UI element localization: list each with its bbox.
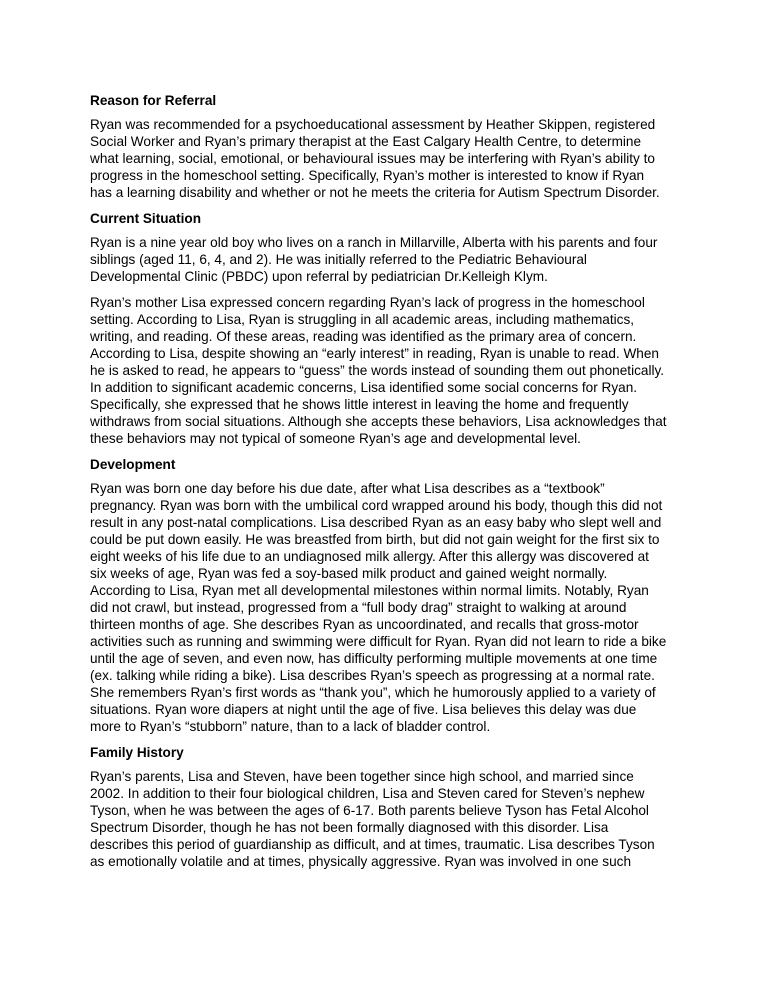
section-heading: Family History: [90, 745, 184, 760]
section-family-history: [90, 744, 688, 870]
paragraph: [90, 480, 688, 735]
text-line: has a learning disability and whether or not he meets the criteria for Autism Spectrum Disorder.: [90, 185, 660, 200]
text-line: pregnancy. Ryan was born with the umbilical cord wrapped around his body, though this did not: [90, 498, 663, 513]
text-line: situations. Ryan wore diapers at night until the age of five. Lisa believes this delay was due: [90, 702, 637, 717]
text-line: more to Ryan’s “stubborn” nature, than to a lack of bladder control.: [90, 719, 491, 734]
text-line: until the age of seven, and even now, has difficulty performing multiple movements at one time: [90, 651, 658, 666]
section-heading: Reason for Referral: [90, 93, 217, 108]
text-line: Ryan’s mother Lisa expressed concern regarding Ryan’s lack of progress in the homeschool: [90, 295, 645, 310]
text-line: eight weeks of his life due to an undiagnosed milk allergy. After this allergy was discovered at: [90, 549, 649, 564]
text-line: (ex. talking while riding a bike). Lisa describes Ryan’s speech as progressing at a normal rate.: [90, 668, 655, 683]
section-current-situation: [90, 210, 688, 447]
text-line: describes this period of guardianship as difficult, and at times, traumatic. Lisa describes Tyson: [90, 837, 655, 852]
text-line: he is asked to read, he appears to “guess” the words instead of sounding them out phonetically.: [90, 363, 665, 378]
text-line: what learning, social, emotional, or behavioural issues may be interfering with Ryan’s ability to: [90, 151, 655, 166]
text-line: these behaviors may not typical of someone Ryan’s age and developmental level.: [90, 431, 581, 446]
text-line: Ryan is a nine year old boy who lives on a ranch in Millarville, Alberta with his parents and four: [90, 235, 658, 250]
text-line: did not crawl, but instead, progressed from a “full body drag” straight to walking at around: [90, 600, 627, 615]
section-development: [90, 456, 688, 735]
text-line: siblings (aged 11, 6, 4, and 2). He was initially referred to the Pediatric Behavioural: [90, 252, 587, 267]
paragraph: [90, 294, 688, 447]
text-line: six weeks of age, Ryan was fed a soy-based milk product and gained weight normally.: [90, 566, 608, 581]
text-line: Ryan was recommended for a psychoeducational assessment by Heather Skippen, registered: [90, 117, 656, 132]
text-line: Ryan’s parents, Lisa and Steven, have been together since high school, and married since: [90, 769, 634, 784]
text-line: withdraws from social situations. Although she accepts these behaviors, Lisa acknowledges that: [90, 414, 667, 429]
text-line: could be put down easily. He was breastfed from birth, but did not gain weight for the first six to: [90, 532, 660, 547]
text-line: Developmental Clinic (PBDC) upon referral by pediatrician Dr.Kelleigh Klym.: [90, 269, 548, 284]
section-heading: Current Situation: [90, 211, 202, 226]
text-line: setting. According to Lisa, Ryan is struggling in all academic areas, including mathematics,: [90, 312, 635, 327]
text-line: Specifically, she expressed that he shows little interest in leaving the home and frequently: [90, 397, 629, 412]
text-line: In addition to significant academic concerns, Lisa identified some social concerns for Ryan.: [90, 380, 638, 395]
text-line: writing, and reading. Of these areas, reading was identified as the primary area of concern.: [90, 329, 637, 344]
paragraph: [90, 116, 688, 201]
section-heading: Development: [90, 457, 176, 472]
text-line: activities such as running and swimming were difficult for Ryan. Ryan did not learn to ride a bike: [90, 634, 667, 649]
text-line: According to Lisa, despite showing an “early interest” in reading, Ryan is unable to read. When: [90, 346, 659, 361]
text-line: According to Lisa, Ryan met all developmental milestones within normal limits. Notably, Ryan: [90, 583, 649, 598]
text-line: Social Worker and Ryan’s primary therapist at the East Calgary Health Centre, to determine: [90, 134, 642, 149]
text-line: 2002. In addition to their four biological children, Lisa and Steven cared for Steven’s nephew: [90, 786, 645, 801]
text-line: as emotionally volatile and at times, physically aggressive. Ryan was involved in one such: [90, 854, 632, 869]
paragraph: [90, 234, 688, 285]
text-line: thirteen months of age. She describes Ryan as uncoordinated, and recalls that gross-motor: [90, 617, 639, 632]
text-line: Spectrum Disorder, though he has not been formally diagnosed with this disorder. Lisa: [90, 820, 609, 835]
text-line: result in any post-natal complications. Lisa described Ryan as an easy baby who slept well and: [90, 515, 662, 530]
section-reason-for-referral: [90, 92, 688, 201]
text-line: progress in the homeschool setting. Specifically, Ryan’s mother is interested to know if Ryan: [90, 168, 645, 183]
text-line: Tyson, when he was between the ages of 6-17. Both parents believe Tyson has Fetal Alcohol: [90, 803, 649, 818]
text-line: Ryan was born one day before his due date, after what Lisa describes as a “textbook”: [90, 481, 605, 496]
document-page: [90, 92, 688, 879]
text-line: She remembers Ryan’s first words as “thank you”, which he humorously applied to a variety of: [90, 685, 656, 700]
paragraph: [90, 768, 688, 870]
